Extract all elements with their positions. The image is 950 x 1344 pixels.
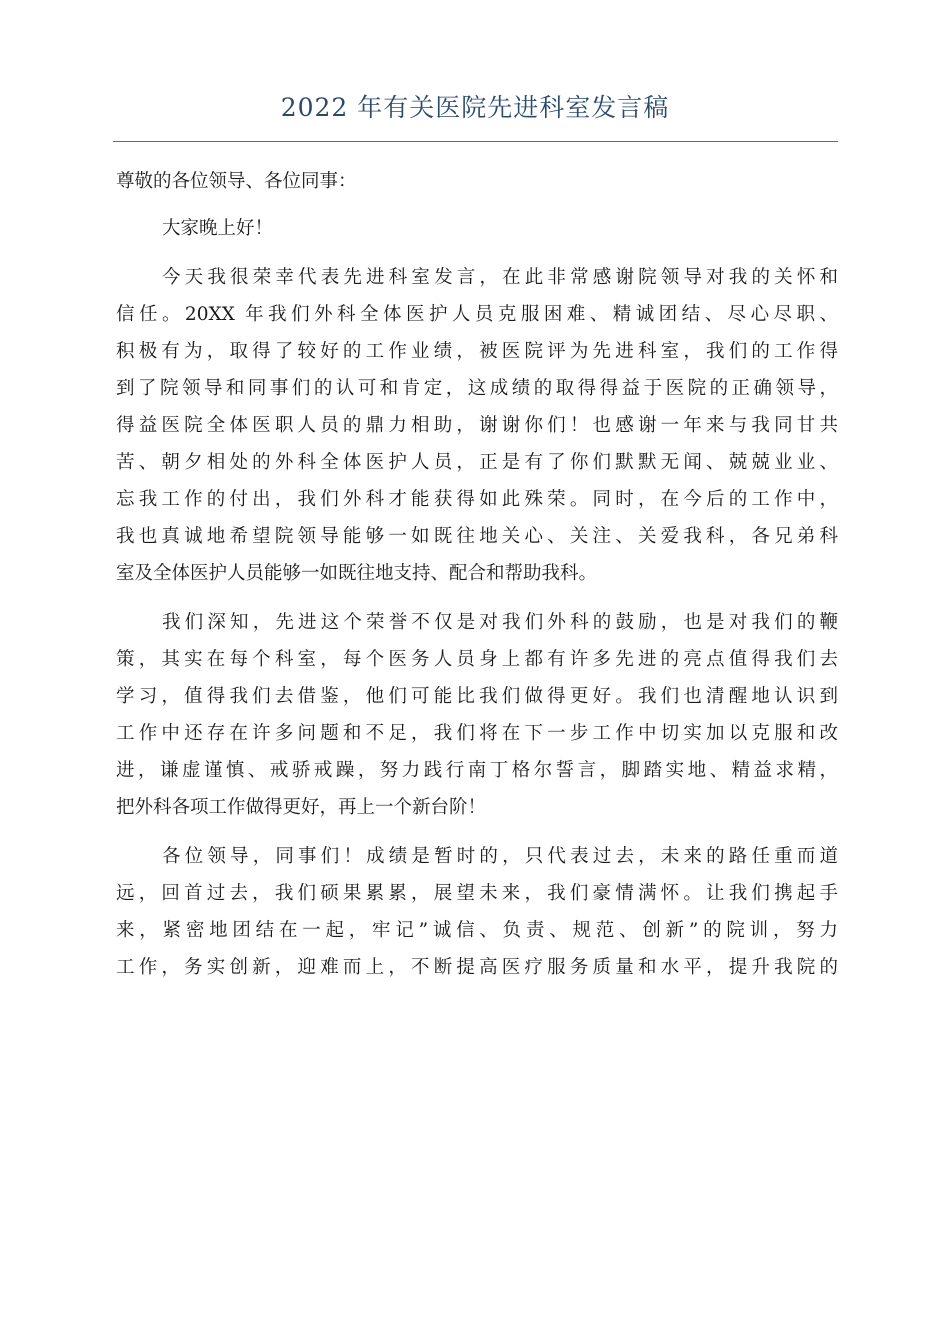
text-line: 各位领导，同事们！成绩是暂时的，只代表过去，未来的路任重而道 — [162, 846, 838, 867]
paragraph-gap — [116, 592, 838, 604]
text-line: 到了院领导和同事们的认可和肯定，这成绩的取得得益于医院的正确领导， — [116, 378, 838, 399]
text-line: 得益医院全体医职人员的鼎力相助，谢谢你们！也感谢一年来与我同甘共 — [116, 415, 838, 436]
text-line: 工作，务实创新，迎难而上，不断提高医疗服务质量和水平，提升我院的 — [116, 957, 838, 978]
text-line: 学习，值得我们去借鉴，他们可能比我们做得更好。我们也清醒地认识到 — [116, 686, 838, 707]
document-body — [116, 163, 838, 986]
text-line: 忘我工作的付出，我们外科才能获得如此殊荣。同时，在今后的工作中， — [116, 489, 838, 510]
document-title: 2022 年有关医院先进科室发言稿 — [280, 93, 670, 122]
paragraph-2 — [116, 604, 838, 826]
text-line: 策，其实在每个科室，每个医务人员身上都有许多先进的亮点值得我们去 — [116, 649, 838, 670]
text-line: 我们深知，先进这个荣誉不仅是对我们外科的鼓励，也是对我们的鞭 — [162, 612, 838, 633]
text-line: 来，紧密地团结在一起，牢记”诚信、负责、规范、创新”的院训，努力 — [116, 920, 838, 941]
salutation — [116, 163, 838, 200]
text-line: 苦、朝夕相处的外科全体医护人员，正是有了你们默默无闻、兢兢业业、 — [116, 452, 838, 473]
text-line: 工作中还存在许多问题和不足，我们将在下一步工作中切实加以克服和改 — [116, 723, 838, 744]
paragraph-gap — [116, 826, 838, 838]
paragraph-gap — [116, 200, 838, 210]
greeting-line: 大家晚上好！ — [162, 218, 274, 239]
text-line: 进，谦虚谨慎、戒骄戒躁，努力践行南丁格尔誓言，脚踏实地、精益求精， — [116, 760, 838, 781]
title-divider — [113, 141, 838, 142]
salutation-line: 尊敬的各位领导、各位同事： — [116, 171, 357, 192]
text-line: 积极有为，取得了较好的工作业绩，被医院评为先进科室，我们的工作得 — [116, 341, 838, 362]
text-line: 把外科各项工作做得更好，再上一个新台阶！ — [116, 797, 487, 818]
paragraph-3 — [116, 838, 838, 986]
paragraph-1 — [116, 259, 838, 592]
text-line: 信任。20XX 年我们外科全体医护人员克服困难、精诚团结、尽心尽职、 — [116, 304, 838, 325]
text-line: 远，回首过去，我们硕果累累，展望未来，我们豪情满怀。让我们携起手 — [116, 883, 838, 904]
greeting — [116, 210, 838, 247]
text-line: 今天我很荣幸代表先进科室发言，在此非常感谢院领导对我的关怀和 — [162, 267, 838, 288]
text-line: 我也真诚地希望院领导能够一如既往地关心、关注、关爱我科，各兄弟科 — [116, 526, 838, 547]
text-line: 室及全体医护人员能够一如既往地支持、配合和帮助我科。 — [116, 563, 598, 584]
paragraph-gap — [116, 247, 838, 259]
